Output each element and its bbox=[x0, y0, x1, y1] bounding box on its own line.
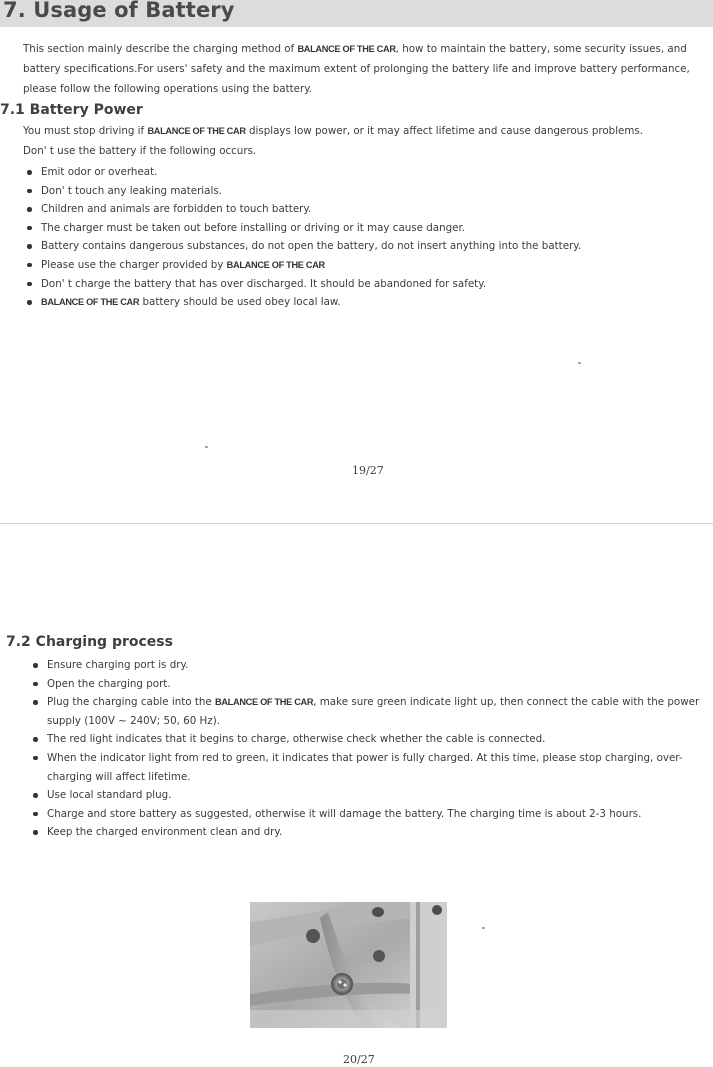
list-item: Keep the charged environment clean and dry. bbox=[30, 823, 710, 842]
list-item: Charge and store battery as suggested, otherwise it will damage the battery. The charging time is about 2-3 hours. bbox=[30, 805, 710, 824]
list-item: Ensure charging port is dry. bbox=[30, 656, 710, 675]
battery-power-intro-line: Don' t use the battery if the following occurs. bbox=[23, 145, 257, 157]
section-title: 7. Usage of Battery bbox=[3, 0, 235, 22]
battery-power-list bbox=[24, 163, 704, 312]
intro-text-start: This section mainly describe the charging method of bbox=[23, 43, 298, 55]
list-item: BALANCE OF THE CAR battery should be used obey local law. bbox=[24, 293, 704, 312]
warning-text-start: You must stop driving if bbox=[23, 125, 148, 137]
list-item: Emit odor or overheat. bbox=[24, 163, 704, 182]
brand-name: BALANCE OF THE CAR bbox=[147, 126, 246, 136]
heading-charging-process: 7.2 Charging process bbox=[6, 634, 173, 650]
page-number: 19/27 bbox=[352, 464, 384, 477]
intro-text-end: , how to maintain the battery, some security issues, and battery specifications.For users' safety and the maximum extent of prolonging the battery life and improve battery performance, please follow the following operations using the battery. bbox=[23, 43, 690, 95]
page-number: 20/27 bbox=[343, 1053, 375, 1066]
list-item: Children and animals are forbidden to touch battery. bbox=[24, 200, 704, 219]
list-item: The charger must be taken out before installing or driving or it may cause danger. bbox=[24, 219, 704, 238]
brand-name: BALANCE OF THE CAR bbox=[41, 297, 140, 308]
list-item: Battery contains dangerous substances, do not open the battery, do not insert anything into the battery. bbox=[24, 237, 704, 256]
scan-speck bbox=[482, 927, 485, 929]
brand-name: BALANCE OF THE CAR bbox=[226, 259, 325, 270]
heading-battery-power: 7.1 Battery Power bbox=[0, 102, 143, 118]
list-item: Please use the charger provided by BALANCE OF THE CAR bbox=[24, 256, 704, 275]
list-item: Open the charging port. bbox=[30, 675, 710, 694]
charging-process-list bbox=[30, 656, 710, 842]
brand-name: BALANCE OF THE CAR bbox=[215, 697, 314, 708]
brand-name: BALANCE OF THE CAR bbox=[297, 44, 396, 54]
list-item: Use local standard plug. bbox=[30, 786, 710, 805]
list-item: Don' t charge the battery that has over discharged. It should be abandoned for safety. bbox=[24, 275, 704, 294]
page-separator bbox=[0, 523, 713, 524]
list-item: Don' t touch any leaking materials. bbox=[24, 182, 704, 201]
list-item: When the indicator light from red to green, it indicates that power is fully charged. At this time, please stop charging, over-charging will affect lifetime. bbox=[30, 749, 710, 786]
scan-speck bbox=[578, 362, 581, 364]
battery-power-warning bbox=[23, 121, 711, 141]
list-item: Plug the charging cable into the BALANCE OF THE CAR, make sure green indicate light up, then connect the cable with the power supply (100V ~ 240V; 50, 60 Hz). bbox=[30, 693, 710, 730]
charging-port-photo bbox=[250, 902, 447, 1028]
warning-text-end: displays low power, or it may affect lifetime and cause dangerous problems. bbox=[245, 125, 644, 137]
scan-speck bbox=[205, 446, 208, 448]
intro-paragraph bbox=[23, 39, 693, 99]
list-item: The red light indicates that it begins to charge, otherwise check whether the cable is connected. bbox=[30, 730, 710, 749]
